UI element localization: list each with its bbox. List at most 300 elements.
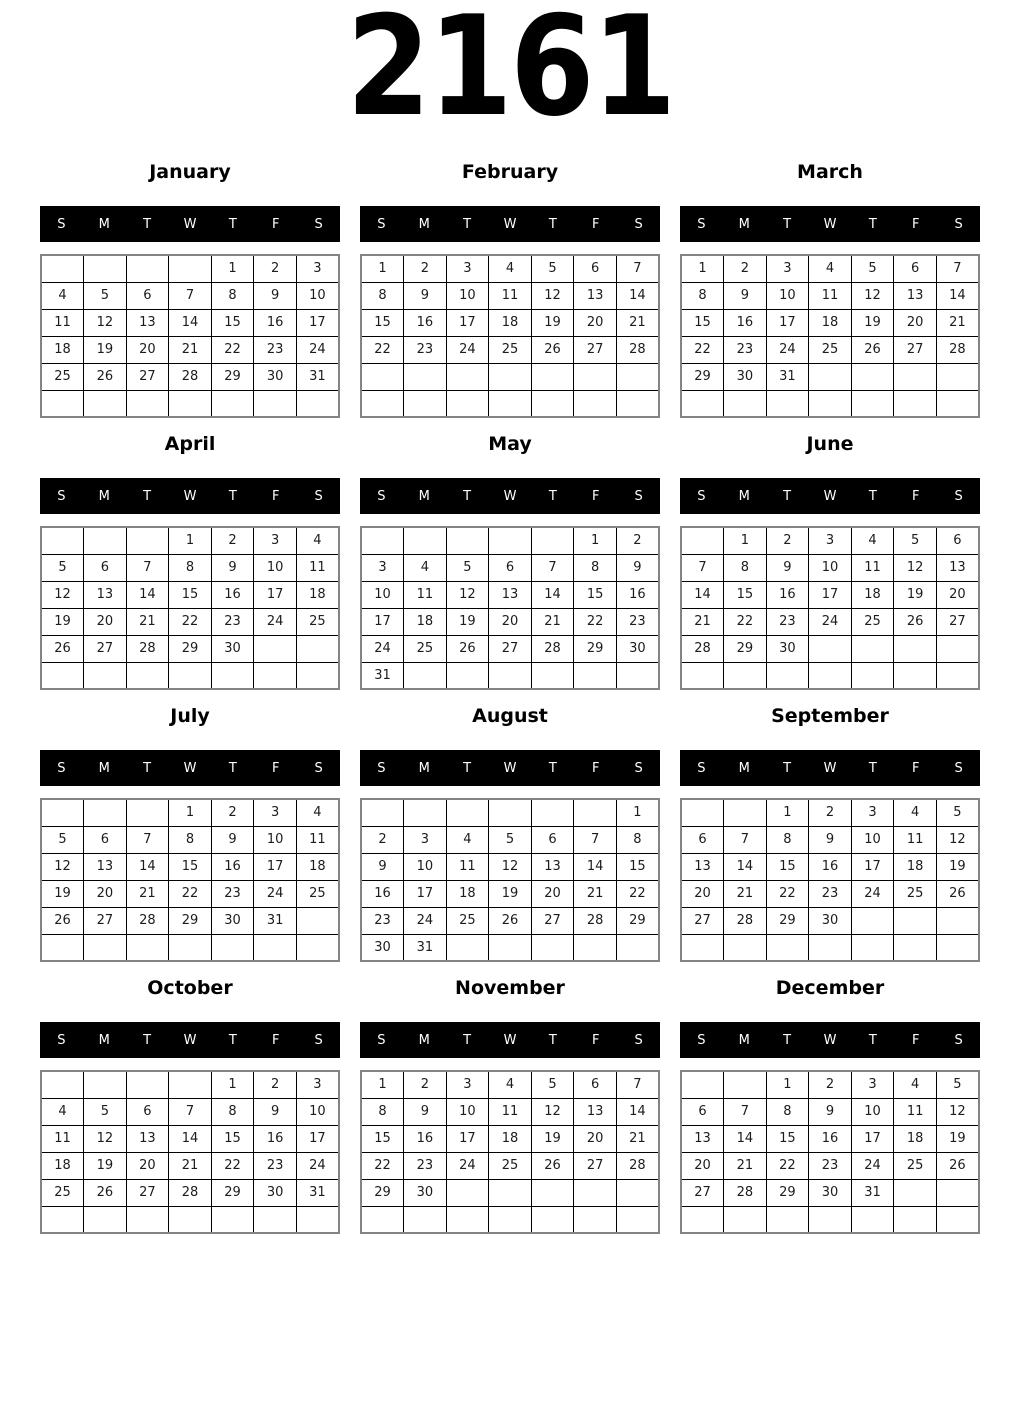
day-cell: 3 (766, 255, 809, 282)
weekday-header-row (360, 1022, 660, 1058)
day-cell: 8 (169, 826, 212, 853)
weekday-label: W (183, 216, 197, 232)
day-cell: 4 (296, 799, 339, 826)
day-cell: 19 (894, 581, 937, 608)
day-cell: 30 (361, 934, 404, 961)
day-cell: 8 (766, 826, 809, 853)
day-cell: 19 (531, 309, 574, 336)
weekday-label: T (548, 216, 557, 232)
day-cell: 25 (489, 336, 532, 363)
day-cell: 21 (126, 608, 169, 635)
empty-day-cell (169, 1206, 212, 1233)
day-cell: 25 (851, 608, 894, 635)
day-cell: 30 (616, 635, 659, 662)
weekday-header-row (40, 206, 340, 242)
month-calendar-november (360, 978, 660, 1234)
day-cell: 9 (724, 282, 767, 309)
day-cell: 10 (851, 1098, 894, 1125)
day-cell: 23 (809, 1152, 852, 1179)
day-cell: 10 (361, 581, 404, 608)
day-cell: 10 (296, 1098, 339, 1125)
empty-day-cell (681, 662, 724, 689)
month-days-body (41, 799, 339, 961)
day-cell: 11 (809, 282, 852, 309)
day-cell: 5 (446, 554, 489, 581)
empty-day-cell (489, 799, 532, 826)
weekday-label: M (738, 1032, 750, 1048)
day-cell: 6 (936, 527, 979, 554)
day-cell: 30 (766, 635, 809, 662)
day-cell: 18 (296, 581, 339, 608)
empty-day-cell (169, 934, 212, 961)
day-cell: 21 (724, 1152, 767, 1179)
day-cell: 23 (404, 336, 447, 363)
week-row (681, 363, 979, 390)
week-row (41, 1152, 339, 1179)
weekday-label: S (314, 216, 323, 232)
day-cell: 21 (574, 880, 617, 907)
week-row (41, 554, 339, 581)
weekday-label: S (57, 1032, 66, 1048)
empty-day-cell (616, 662, 659, 689)
day-cell: 23 (724, 336, 767, 363)
day-cell: 4 (894, 799, 937, 826)
empty-day-cell (404, 527, 447, 554)
empty-day-cell (489, 1206, 532, 1233)
day-cell: 7 (724, 1098, 767, 1125)
week-row (361, 826, 659, 853)
empty-day-cell (361, 1206, 404, 1233)
day-cell: 23 (404, 1152, 447, 1179)
weekday-header-row (40, 1022, 340, 1058)
week-row (41, 907, 339, 934)
day-cell: 13 (126, 309, 169, 336)
weekday-label: F (271, 1032, 280, 1048)
weekday-label: M (98, 488, 110, 504)
day-cell: 3 (851, 1071, 894, 1098)
day-cell: 19 (41, 608, 84, 635)
empty-day-cell (41, 934, 84, 961)
empty-day-cell (446, 799, 489, 826)
week-row (41, 934, 339, 961)
weekday-label: T (143, 760, 152, 776)
day-cell: 20 (126, 336, 169, 363)
month-title: August (472, 705, 548, 727)
day-cell: 9 (404, 282, 447, 309)
year-title-text: 2161 (346, 0, 674, 147)
day-cell: 3 (851, 799, 894, 826)
day-cell: 12 (41, 581, 84, 608)
empty-day-cell (489, 390, 532, 417)
week-row (361, 554, 659, 581)
day-cell: 2 (361, 826, 404, 853)
weekday-label: W (183, 488, 197, 504)
empty-day-cell (296, 907, 339, 934)
day-cell: 23 (211, 608, 254, 635)
day-cell: 4 (404, 554, 447, 581)
day-cell: 11 (851, 554, 894, 581)
empty-day-cell (446, 1206, 489, 1233)
day-cell: 12 (84, 309, 127, 336)
month-calendar-january (40, 162, 340, 418)
week-row (361, 907, 659, 934)
weekday-label: S (634, 216, 643, 232)
weekday-header-row (680, 1022, 980, 1058)
day-cell: 20 (126, 1152, 169, 1179)
weekday-label: W (503, 216, 517, 232)
empty-day-cell (126, 934, 169, 961)
week-row (681, 581, 979, 608)
day-cell: 7 (616, 1071, 659, 1098)
day-cell: 6 (489, 554, 532, 581)
week-row (41, 799, 339, 826)
day-cell: 26 (84, 363, 127, 390)
day-cell: 13 (894, 282, 937, 309)
day-cell: 6 (681, 1098, 724, 1125)
empty-day-cell (211, 662, 254, 689)
empty-day-cell (126, 527, 169, 554)
day-cell: 17 (809, 581, 852, 608)
day-cell: 16 (766, 581, 809, 608)
empty-day-cell (126, 662, 169, 689)
day-cell: 13 (681, 853, 724, 880)
day-cell: 25 (894, 880, 937, 907)
day-cell: 9 (809, 826, 852, 853)
day-cell: 12 (531, 282, 574, 309)
day-cell: 11 (894, 826, 937, 853)
empty-day-cell (126, 1206, 169, 1233)
empty-day-cell (724, 934, 767, 961)
day-cell: 13 (574, 1098, 617, 1125)
day-cell: 18 (851, 581, 894, 608)
day-cell: 19 (489, 880, 532, 907)
weekday-label: S (954, 760, 963, 776)
empty-day-cell (531, 934, 574, 961)
empty-day-cell (446, 934, 489, 961)
empty-day-cell (936, 635, 979, 662)
day-cell: 3 (254, 527, 297, 554)
day-cell: 15 (766, 1125, 809, 1152)
month-days-body (361, 799, 659, 961)
day-cell: 25 (41, 1179, 84, 1206)
empty-day-cell (574, 1206, 617, 1233)
weekday-label: F (591, 488, 600, 504)
weekday-label: S (697, 760, 706, 776)
weekday-label: W (183, 1032, 197, 1048)
day-cell: 18 (404, 608, 447, 635)
day-cell: 16 (404, 309, 447, 336)
day-cell: 15 (361, 1125, 404, 1152)
weekday-label: S (57, 488, 66, 504)
day-cell: 19 (446, 608, 489, 635)
day-cell: 17 (446, 1125, 489, 1152)
day-cell: 17 (361, 608, 404, 635)
day-cell: 3 (446, 1071, 489, 1098)
empty-day-cell (766, 934, 809, 961)
day-cell: 11 (489, 282, 532, 309)
day-cell: 20 (574, 309, 617, 336)
day-cell: 8 (211, 1098, 254, 1125)
day-cell: 6 (126, 282, 169, 309)
day-cell: 13 (574, 282, 617, 309)
weekday-label: T (548, 488, 557, 504)
empty-day-cell (616, 363, 659, 390)
empty-day-cell (936, 363, 979, 390)
empty-day-cell (894, 363, 937, 390)
week-row (361, 1125, 659, 1152)
day-cell: 29 (211, 363, 254, 390)
day-cell: 13 (531, 853, 574, 880)
day-cell: 30 (211, 907, 254, 934)
empty-day-cell (809, 934, 852, 961)
week-row (41, 608, 339, 635)
month-title: September (771, 705, 889, 727)
week-row (41, 1071, 339, 1098)
empty-day-cell (169, 255, 212, 282)
weekday-label: F (591, 216, 600, 232)
month-days-table (360, 254, 660, 418)
empty-day-cell (574, 390, 617, 417)
empty-day-cell (169, 390, 212, 417)
day-cell: 10 (404, 853, 447, 880)
empty-day-cell (84, 662, 127, 689)
empty-day-cell (809, 1206, 852, 1233)
empty-day-cell (851, 390, 894, 417)
day-cell: 15 (361, 309, 404, 336)
week-row (361, 527, 659, 554)
empty-day-cell (531, 799, 574, 826)
week-row (361, 282, 659, 309)
empty-day-cell (296, 662, 339, 689)
day-cell: 18 (41, 1152, 84, 1179)
empty-day-cell (41, 527, 84, 554)
day-cell: 2 (616, 527, 659, 554)
day-cell: 15 (616, 853, 659, 880)
empty-day-cell (574, 363, 617, 390)
day-cell: 23 (616, 608, 659, 635)
empty-day-cell (126, 1071, 169, 1098)
empty-day-cell (681, 1071, 724, 1098)
day-cell: 26 (894, 608, 937, 635)
day-cell: 22 (169, 608, 212, 635)
day-cell: 22 (681, 336, 724, 363)
empty-day-cell (489, 934, 532, 961)
day-cell: 8 (361, 1098, 404, 1125)
day-cell: 24 (851, 1152, 894, 1179)
day-cell: 5 (41, 554, 84, 581)
day-cell: 5 (84, 1098, 127, 1125)
day-cell: 23 (254, 336, 297, 363)
day-cell: 27 (84, 635, 127, 662)
day-cell: 22 (724, 608, 767, 635)
day-cell: 7 (936, 255, 979, 282)
day-cell: 21 (169, 1152, 212, 1179)
day-cell: 6 (531, 826, 574, 853)
week-row (681, 608, 979, 635)
empty-day-cell (169, 1071, 212, 1098)
day-cell: 8 (681, 282, 724, 309)
weekday-label: M (418, 216, 430, 232)
weekday-label: F (911, 760, 920, 776)
day-cell: 6 (126, 1098, 169, 1125)
empty-day-cell (446, 363, 489, 390)
empty-day-cell (616, 1179, 659, 1206)
day-cell: 8 (616, 826, 659, 853)
weekday-label: T (783, 216, 792, 232)
weekday-label: W (823, 488, 837, 504)
weekday-label: F (911, 216, 920, 232)
day-cell: 21 (126, 880, 169, 907)
day-cell: 1 (724, 527, 767, 554)
empty-day-cell (809, 363, 852, 390)
day-cell: 16 (254, 309, 297, 336)
week-row (41, 336, 339, 363)
day-cell: 4 (446, 826, 489, 853)
weekday-label: S (954, 1032, 963, 1048)
day-cell: 18 (446, 880, 489, 907)
empty-day-cell (724, 1071, 767, 1098)
week-row (681, 554, 979, 581)
weekday-header-row (40, 478, 340, 514)
weekday-label: M (738, 760, 750, 776)
day-cell: 29 (211, 1179, 254, 1206)
empty-day-cell (84, 390, 127, 417)
day-cell: 22 (169, 880, 212, 907)
weekday-label: T (548, 1032, 557, 1048)
day-cell: 15 (169, 581, 212, 608)
day-cell: 7 (724, 826, 767, 853)
weekday-label: M (98, 216, 110, 232)
empty-day-cell (254, 934, 297, 961)
day-cell: 21 (681, 608, 724, 635)
week-row (681, 527, 979, 554)
day-cell: 20 (531, 880, 574, 907)
weekday-header-row (680, 206, 980, 242)
day-cell: 1 (211, 1071, 254, 1098)
empty-day-cell (851, 662, 894, 689)
weekday-label: T (463, 488, 472, 504)
day-cell: 23 (361, 907, 404, 934)
weekday-label: S (57, 760, 66, 776)
day-cell: 27 (574, 1152, 617, 1179)
day-cell: 26 (84, 1179, 127, 1206)
day-cell: 1 (766, 1071, 809, 1098)
day-cell: 11 (404, 581, 447, 608)
day-cell: 10 (766, 282, 809, 309)
day-cell: 18 (489, 1125, 532, 1152)
month-calendar-october (40, 978, 340, 1234)
month-calendar-august (360, 706, 660, 962)
day-cell: 28 (574, 907, 617, 934)
day-cell: 7 (169, 1098, 212, 1125)
day-cell: 28 (681, 635, 724, 662)
empty-day-cell (616, 1206, 659, 1233)
weekday-label: T (228, 1032, 237, 1048)
day-cell: 22 (211, 1152, 254, 1179)
empty-day-cell (894, 662, 937, 689)
weekday-label: T (783, 1032, 792, 1048)
empty-day-cell (681, 390, 724, 417)
day-cell: 30 (724, 363, 767, 390)
weekday-label: M (738, 216, 750, 232)
day-cell: 4 (894, 1071, 937, 1098)
empty-day-cell (936, 907, 979, 934)
month-title: December (775, 977, 885, 999)
day-cell: 20 (681, 1152, 724, 1179)
empty-day-cell (361, 363, 404, 390)
day-cell: 9 (211, 554, 254, 581)
week-row (681, 826, 979, 853)
day-cell: 9 (361, 853, 404, 880)
day-cell: 17 (296, 1125, 339, 1152)
day-cell: 9 (809, 1098, 852, 1125)
empty-day-cell (126, 255, 169, 282)
empty-day-cell (616, 934, 659, 961)
day-cell: 19 (84, 1152, 127, 1179)
day-cell: 8 (766, 1098, 809, 1125)
empty-day-cell (404, 390, 447, 417)
day-cell: 2 (404, 1071, 447, 1098)
day-cell: 20 (574, 1125, 617, 1152)
empty-day-cell (894, 934, 937, 961)
month-calendar-april (40, 434, 340, 690)
month-title: February (461, 161, 559, 183)
month-days-table (360, 798, 660, 962)
day-cell: 9 (254, 282, 297, 309)
day-cell: 24 (851, 880, 894, 907)
empty-day-cell (531, 1179, 574, 1206)
empty-day-cell (489, 527, 532, 554)
day-cell: 18 (894, 853, 937, 880)
weekday-label: S (954, 488, 963, 504)
day-cell: 16 (809, 1125, 852, 1152)
day-cell: 29 (766, 1179, 809, 1206)
day-cell: 30 (254, 1179, 297, 1206)
weekday-label: F (591, 760, 600, 776)
week-row (41, 880, 339, 907)
month-days-table (680, 254, 980, 418)
empty-day-cell (851, 1206, 894, 1233)
day-cell: 5 (936, 799, 979, 826)
empty-day-cell (254, 390, 297, 417)
week-row (361, 336, 659, 363)
month-days-body (361, 1071, 659, 1233)
month-calendar-september (680, 706, 980, 962)
day-cell: 6 (574, 255, 617, 282)
weekday-label: M (418, 760, 430, 776)
day-cell: 14 (531, 581, 574, 608)
day-cell: 13 (936, 554, 979, 581)
week-row (41, 853, 339, 880)
month-days-table (360, 526, 660, 690)
day-cell: 1 (766, 799, 809, 826)
weekday-label: T (228, 488, 237, 504)
day-cell: 24 (809, 608, 852, 635)
day-cell: 31 (766, 363, 809, 390)
empty-day-cell (41, 1071, 84, 1098)
day-cell: 16 (361, 880, 404, 907)
day-cell: 2 (809, 799, 852, 826)
day-cell: 18 (489, 309, 532, 336)
week-row (361, 309, 659, 336)
day-cell: 25 (489, 1152, 532, 1179)
day-cell: 9 (404, 1098, 447, 1125)
day-cell: 8 (211, 282, 254, 309)
week-row (361, 1206, 659, 1233)
day-cell: 1 (361, 255, 404, 282)
empty-day-cell (936, 1179, 979, 1206)
month-title: March (797, 161, 863, 183)
